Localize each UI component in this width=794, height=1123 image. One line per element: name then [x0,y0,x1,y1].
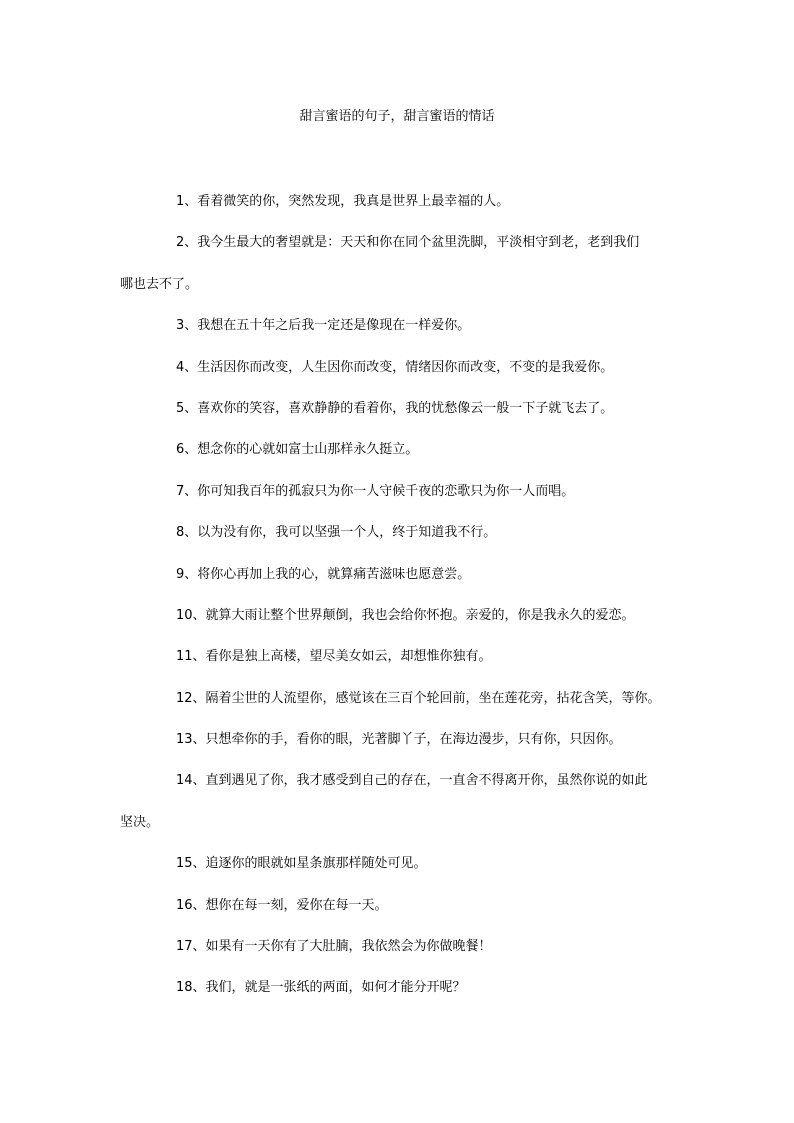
paragraph-line: 7、你可知我百年的孤寂只为你一人守候千夜的恋歌只为你一人而唱。 [176,483,575,499]
paragraph-10 [120,606,694,626]
paragraph-7 [120,482,694,502]
paragraph-line: 11、看你是独上高楼，望尽美女如云，却想惟你独有。 [176,649,492,665]
paragraph-line: 16、想你在每一刻，爱你在每一天。 [176,897,388,913]
paragraph-line: 12、隔着尘世的人流望你，感觉该在三百个轮回前，坐在莲花旁，拈花含笑，等你。 [176,690,661,706]
paragraph-line: 14、直到遇见了你，我才感受到自己的存在，一直舍不得离开你，虽然你说的如此 [176,773,648,789]
paragraph-line: 15、追逐你的眼就如星条旗那样随处可见。 [176,856,427,872]
paragraph-3 [120,316,694,336]
paragraph-6 [120,440,694,460]
paragraph-line: 18、我们，就是一张纸的两面，如何才能分开呢？ [176,980,466,996]
paragraph-line-continuation: 哪也去不了。 [120,276,199,292]
paragraph-11 [120,647,694,667]
paragraph-5 [120,399,694,419]
paragraph-14 [120,771,694,832]
paragraph-line: 1、看着微笑的你，突然发现，我真是世界上最幸福的人。 [176,194,510,209]
paragraph-line-continuation: 坚决。 [120,814,160,830]
paragraph-1 [120,192,694,212]
document-title: 甜言蜜语的句子，甜言蜜语的情话 [299,109,495,124]
paragraph-line: 4、生活因你而改变，人生因你而改变，情绪因你而改变，不变的是我爱你。 [176,359,614,375]
paragraph-line: 8、以为没有你，我可以坚强一个人，终于知道我不行。 [176,525,497,541]
paragraph-12 [120,689,694,709]
paragraph-16 [120,896,694,916]
paragraph-line: 5、喜欢你的笑容，喜欢静静的看着你，我的忧愁像云一般一下子就飞去了。 [176,400,614,416]
paragraph-13 [120,730,694,750]
paragraph-line: 17、如果有一天你有了大肚腩，我依然会为你做晚餐！ [176,939,492,955]
paragraph-line: 9、将你心再加上我的心，就算痛苦滋味也愿意尝。 [176,566,471,582]
paragraph-18 [120,978,694,998]
paragraph-15 [120,854,694,874]
paragraph-line: 2、我今生最大的奢望就是：天天和你在同个盆里洗脚，平淡相守到老，老到我们 [176,235,640,251]
paragraph-4 [120,358,694,378]
paragraph-17 [120,937,694,957]
paragraph-line: 6、想念你的心就如富士山那样永久挺立。 [176,442,419,458]
paragraph-line: 3、我想在五十年之后我一定还是像现在一样爱你。 [176,318,471,334]
document-body [120,192,694,1020]
paragraph-2 [120,233,694,294]
paragraph-9 [120,565,694,585]
paragraph-line: 13、只想牵你的手，看你的眼，光著脚丫子，在海边漫步，只有你，只因你。 [176,732,622,748]
paragraph-line: 10、就算大雨让整个世界颠倒，我也会给你怀抱。亲爱的，你是我永久的爱恋。 [176,607,635,623]
paragraph-8 [120,523,694,543]
